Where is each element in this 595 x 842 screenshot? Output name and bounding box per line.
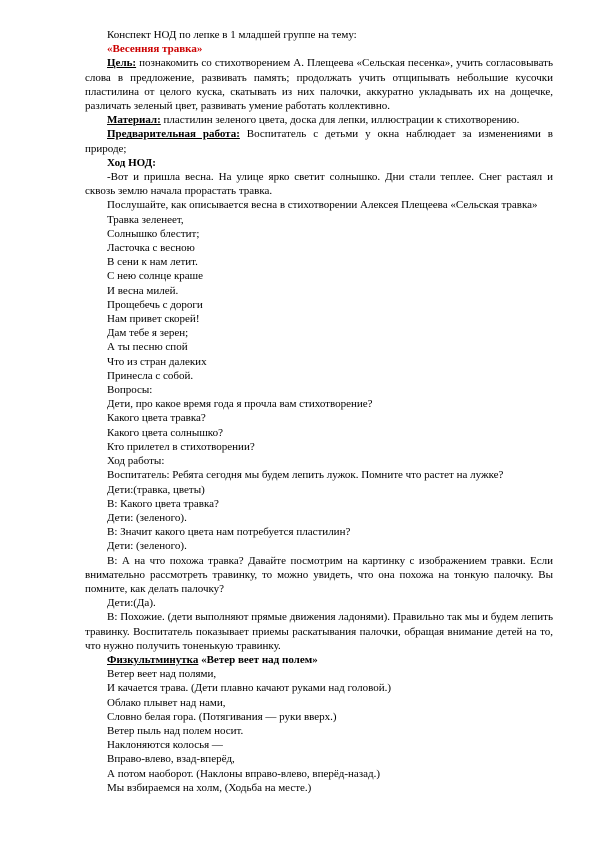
prelim-label: Предварительная работа: [107, 128, 240, 141]
listen-paragraph: Послушайте, как описывается весна в стихотворении Алексея Плещеева «Сельская травка» [107, 199, 538, 212]
poem-line: В сени к нам летит. [107, 256, 198, 269]
verse-line: И качается трава. (Дети плавно качают руками над головой.) [107, 682, 392, 695]
section-line: Какого цвета солнышко? [107, 426, 223, 439]
poem-line: А ты песню спой [107, 341, 188, 354]
verse-line: Ветер пыль над полем носит. [107, 724, 244, 737]
verse-line: Вправо-влево, взад-вперёд, [107, 753, 235, 766]
questions-section [85, 383, 553, 553]
section-line: Воспитатель: Ребята сегодня мы будем лепить лужок. Помните что растет на лужке? [107, 469, 504, 482]
verse-line: А потом наоборот. (Наклоны вправо-влево, вперёд-назад.) [107, 767, 381, 780]
poem-line: Солнышко блестит; [107, 227, 200, 240]
material-label: Материал: [107, 114, 161, 127]
fizkult-verse [85, 667, 553, 795]
poem [85, 213, 553, 383]
section-line: Дети: (зеленого). [107, 540, 187, 553]
demo-paragraph: В: Похожие. (дети выполняют прямые движения ладонями). Правильно так мы и будем лепить травинку. Воспитатель показывает приемы раскатывания палочки, обращая внимание детей на то, что нужно получить тоненькую травинку. [85, 611, 553, 652]
section-line: Ход работы: [107, 455, 165, 468]
fizkult-label: Физкультминутка [107, 653, 199, 666]
poem-line: Прощебечь с дороги [107, 298, 203, 311]
document-topic: «Весенняя травка» [107, 43, 203, 56]
section-line: Вопросы: [107, 384, 153, 397]
section-line: В: Какого цвета травка? [107, 497, 219, 510]
section-line: В: Значит какого цвета нам потребуется пластилин? [107, 526, 351, 539]
prelim-text: Воспитатель с детьми у окна наблюдает за изменениями в природе; [85, 128, 553, 155]
poem-line: Дам тебе я зерен; [107, 327, 189, 340]
poem-line: Ласточка с весною [107, 242, 195, 255]
fizkult-title: «Ветер веет над полем» [198, 653, 318, 666]
poem-line: С нею солнце краше [107, 270, 204, 283]
poem-line: Что из стран далеких [107, 355, 207, 368]
goal-label: Цель: [107, 57, 137, 70]
prelim-paragraph [85, 127, 553, 155]
children-answer: Дети:(Да). [107, 597, 156, 610]
poem-line: Травка зеленеет, [107, 213, 184, 226]
intro-paragraph: -Вот и пришла весна. На улице ярко светит солнышко. Дни стали теплее. Снег растаял и сквозь землю начала прорастать травка. [85, 171, 553, 198]
verse-line: Облако плывет над нами, [107, 696, 226, 709]
poem-line: Принесла с собой. [107, 369, 194, 382]
shape-paragraph: В: А на что похожа травка? Давайте посмотрим на картинку с изображением травки. Если внимательно рассмотреть травинку, то можно увидеть, что она похожа на тонкую палочку. Вы помните, как делать палочку? [85, 554, 553, 595]
goal-paragraph [85, 56, 553, 113]
verse-line: Словно белая гора. (Потягивания — руки вверх.) [107, 710, 337, 723]
verse-line: Ветер веет над полями, [107, 668, 217, 681]
goal-text: познакомить со стихотворением А. Плещеева «Сельская песенка», учить согласовывать слова в предложение, развивать память; продолжать учить отщипывать небольшие кусочки пластилина от целого куска, скатывать из них палочки, аккуратно укладывать их на дощечке, различать зеленый цвет, развивать умение работать коллективно. [85, 57, 553, 113]
course-heading: Ход НОД: [107, 156, 156, 169]
document-heading: Конспект НОД по лепке в 1 младшей группе на тему: [107, 29, 357, 41]
section-line: Какого цвета травка? [107, 412, 206, 425]
poem-line: И весна милей. [107, 284, 179, 297]
verse-line: Мы взбираемся на холм, (Ходьба на месте.) [107, 781, 312, 794]
section-line: Дети: (зеленого). [107, 511, 187, 524]
poem-line: Нам привет скорей! [107, 313, 200, 326]
section-line: Дети, про какое время года я прочла вам стихотворение? [107, 398, 373, 411]
material-text: пластилин зеленого цвета, доска для лепки, иллюстрации к стихотворению. [160, 114, 520, 127]
material-paragraph [85, 113, 553, 127]
verse-line: Наклоняются колосья — [107, 739, 223, 752]
document-page [85, 28, 553, 795]
section-line: Кто прилетел в стихотворении? [107, 440, 255, 453]
section-line: Дети:(травка, цветы) [107, 483, 205, 496]
fizkult-heading [85, 653, 553, 667]
